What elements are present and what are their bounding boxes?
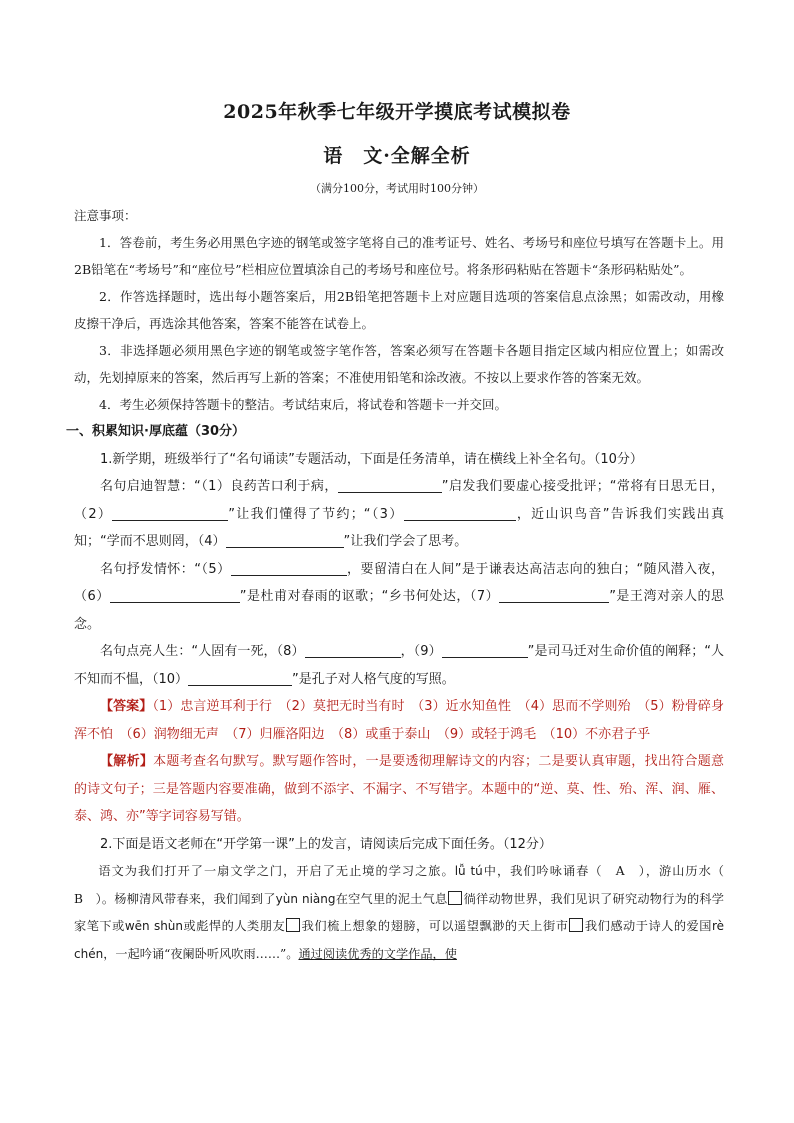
score-note: （满分100分，考试用时100分钟） <box>310 182 484 195</box>
q2-reading-passage: 语文为我们打开了一扇文学之门，开启了无止境的学习之旅。lǚ tú中，我们吟咏诵春（ A ），游山历水（ B ）。杨柳清风带春来，我们闻到了yùn niàng在空气里的泥土气息 徜徉动物世界，我们见识了研究动物行为的科学家笔下或wēn shùn或彪悍的人类朋友 我们梳上想象的翅膀，可以遥望飘渺的天上街市 我们感动于诗人的爱国rè chén，一起吟诵“夜阑卧听风吹雨……”。通过阅读优秀的文学作品，使 <box>74 864 737 961</box>
answer-blank-1[interactable] <box>338 478 442 493</box>
underlined-sentence: 通过阅读优秀的文学作品，使 <box>298 946 457 961</box>
notice-item-1: 1．答卷前，考生务必用黑色字迹的钢笔或签字笔将自己的准考证号、姓名、考场号和座位号填写在答题卡上。用2B铅笔在“考场号”和“座位号”栏相应位置填涂自己的考场号和座位号。将条形码粘贴在答题卡“条形码粘贴处”。 <box>74 235 724 277</box>
answer-blank-4[interactable] <box>226 533 344 548</box>
notice-heading: 注意事项： <box>74 208 137 223</box>
document-body <box>66 202 737 968</box>
analysis-tag: 【解析】 <box>100 754 154 769</box>
q1-stem: 1.新学期，班级举行了“名句诵读”专题活动，下面是任务清单，请在横线上补全名句。（10分） <box>100 451 643 467</box>
answer-tag: 【答案】 <box>100 699 153 714</box>
page-subtitle: 语 文·全解全析 <box>323 145 471 167</box>
answer-blank-9[interactable] <box>442 643 528 658</box>
q1-answer: 【答案】（1）忠言逆耳利于行 （2）莫把无时当有时 （3）近水知鱼性 （4）思而不学则殆 （5）粉骨碎身浑不怕 （6）润物细无声 （7）归雁洛阳边 （8）或重于泰山 （9）或轻于鸿毛 （10）不亦君子乎 <box>74 699 724 742</box>
q1-analysis: 【解析】本题考查名句默写。默写题作答时，一是要透彻理解诗文的内容；二是要认真审题，找出符合题意的诗文句子；三是答题内容要准确，做到不添字、不漏字、不写错字。本题中的“逆、莫、性、殆、浑、润、雁、泰、鸿、亦”等字词容易写错。 <box>74 754 724 824</box>
q1-paragraph-3: 名句点亮人生：“人固有一死，（8） ，（9） ”是司马迁对生命价值的阐释；“人不知而不愠，（10） ”是孔子对人格气度的写照。 <box>74 644 724 687</box>
punctuation-box-2[interactable] <box>286 918 300 932</box>
q1-paragraph-2: 名句抒发情怀：“（5） ，要留清白在人间”是于谦表达高洁志向的独白；“随风潜入夜，（6） ”是杜甫对春雨的讴歌；“乡书何处达，（7） ”是王湾对亲人的思念。 <box>74 561 724 632</box>
pinyin-yunniang: yùn niàng <box>275 891 336 906</box>
q2-stem: 2.下面是语文老师在“开学第一课”上的发言，请阅读后完成下面任务。（12分） <box>100 836 552 852</box>
punctuation-box-3[interactable] <box>569 918 583 932</box>
pinyin-rechen: rè chén <box>74 919 725 961</box>
page-title: 2025年秋季七年级开学摸底考试模拟卷 <box>223 101 571 123</box>
pinyin-wenshun: wēn shùn <box>124 919 184 933</box>
punctuation-box-1[interactable] <box>448 891 462 905</box>
answer-blank-5[interactable] <box>231 561 347 576</box>
section1-heading: 一、积累知识·厚底蕴（30分） <box>66 424 246 439</box>
answer-blank-2[interactable] <box>112 506 228 521</box>
notice-item-3: 3．非选择题必须用黑色字迹的钢笔或签字笔作答，答案必须写在答题卡各题目指定区域内相应位置上；如需改动，先划掉原来的答案，然后再写上新的答案；不准使用铅笔和涂改液。不按以上要求作答的答案无效。 <box>74 343 724 385</box>
answer-blank-8[interactable] <box>305 643 401 658</box>
answer-blank-10[interactable] <box>188 671 292 686</box>
q1-paragraph-1: 名句启迪智慧：“（1）良药苦口利于病， ”启发我们要虚心接受批评；“常将有日思无日，（2） ”让我们懂得了节约；“（3） ，近山识鸟音”告诉我们实践出真知；“学而不思则罔，（4） ”让我们学会了思考。 <box>74 479 724 549</box>
answer-blank-7[interactable] <box>499 588 609 603</box>
notice-item-2: 2．作答选择题时，选出每小题答案后，用2B铅笔把答题卡上对应题目选项的答案信息点涂黑；如需改动，用橡皮擦干净后，再选涂其他答案，答案不能答在试卷上。 <box>74 289 724 331</box>
answer-blank-3[interactable] <box>404 506 516 521</box>
notice-item-4: 4．考生必须保持答题卡的整洁。考试结束后，将试卷和答题卡一并交回。 <box>99 397 507 412</box>
answer-blank-6[interactable] <box>110 588 240 603</box>
pinyin-lvtu: lǚ tú <box>454 864 483 878</box>
